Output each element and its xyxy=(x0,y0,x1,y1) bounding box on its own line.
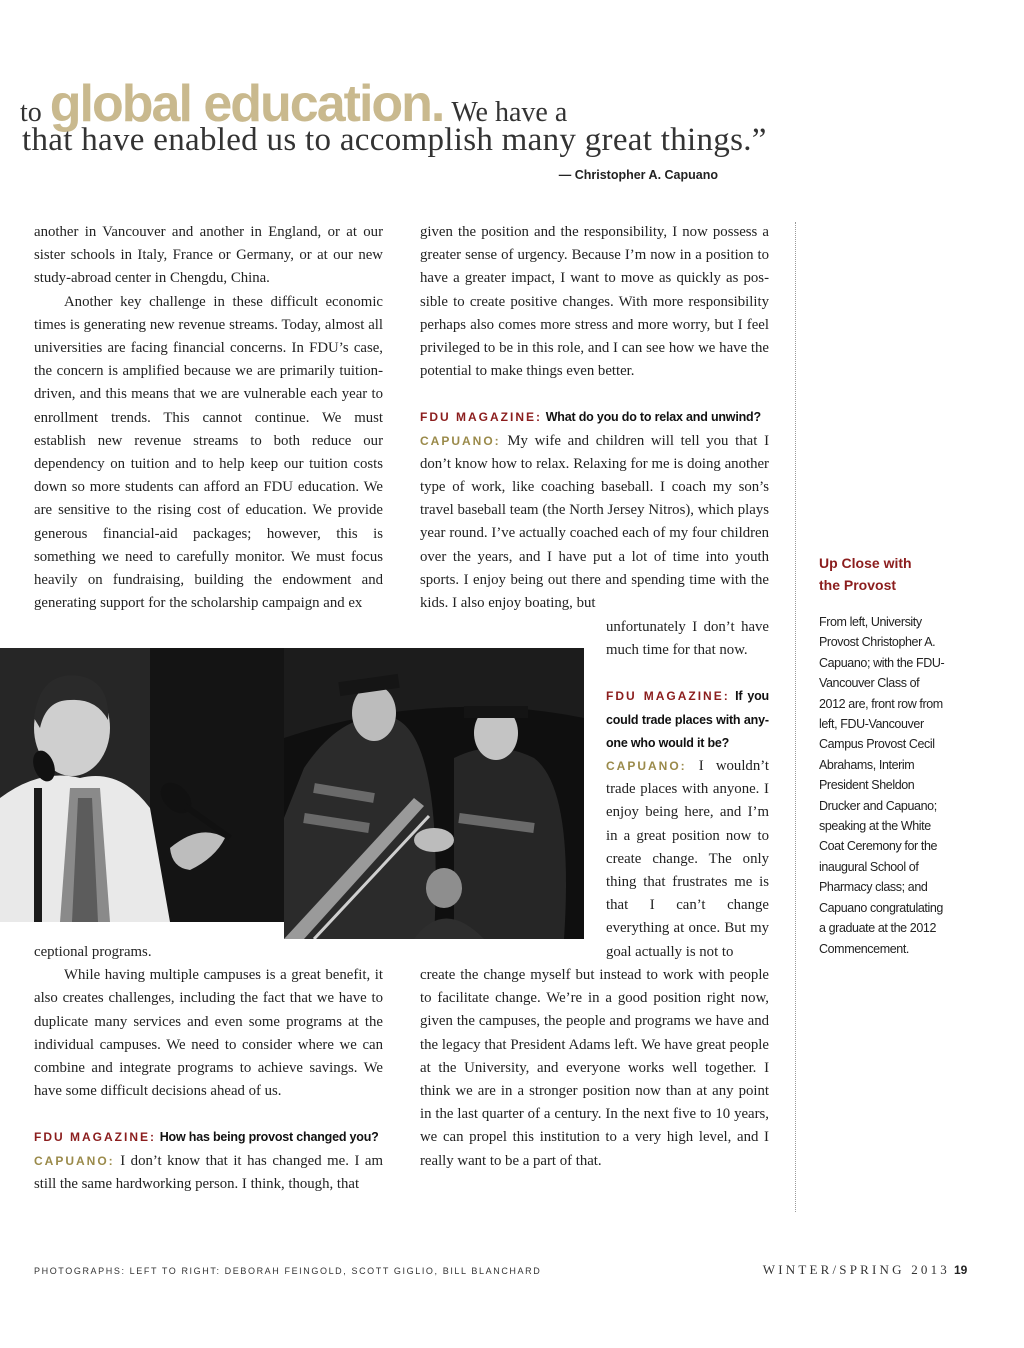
body-paragraph: another in Vancouver and another in England, or at our sister schools in Italy, France or Germany, or at our new study-abroad center in Chengdu, China. xyxy=(34,224,383,287)
answer-label: CAPUANO: xyxy=(34,1153,115,1168)
column-1-bottom xyxy=(34,941,383,1196)
body-paragraph: unfortunately I don’t have much time for that now. xyxy=(606,619,769,659)
interview-answer xyxy=(420,430,769,616)
photo-capuano-speaking xyxy=(0,648,284,922)
body-paragraph: given the position and the responsibility, I now possess a greater sense of urgency. Because I’m now in a position to have a greater impact, I want to move as quickly as possible to create positive changes. With more responsibility perhaps also comes more stress and more worry, but I feel privileged to be in this role, and I can see how we have the potential to make things even better. xyxy=(420,224,769,380)
question-text: How has being provost changed you? xyxy=(159,1130,379,1145)
answer-label: CAPUANO: xyxy=(606,759,687,774)
answer-text: My wife and children will tell you that I don’t know how to relax. Relaxing for me is doing another type of work, like coaching baseball. I coach my son’s travel baseball team (the North Jersey Nitros), which plays year round. I’ve actually coached each of my four children over the years, and I have put a lot of time into youth sports. I enjoy being out there and spending time with the kids. I also enjoy boating, but xyxy=(420,432,769,612)
column-1-top xyxy=(34,221,383,615)
answer-text: I don’t know that it has changed me. I am still the same hardworking person. I think, though, that xyxy=(34,1152,384,1192)
page-number: 19 xyxy=(954,1263,968,1277)
sidebar-title-line: the Provost xyxy=(819,577,897,593)
body-paragraph: Another key challenge in these difficult economic times is generating new revenue streams. Today, almost all universities are facing financial concerns. In FDU’s case, the concern is amplified because we are primarily tuition-driven, and this means that we are vulnerable each year to enrollment trends. This cannot continue. We must establish new revenue streams to both reduce our dependency on tuition and to help keep our tuition costs down so more students can afford an FDU education. We are sensitive to the rising cost of education. We provide generous financial-aid packages; however, this is something we need to carefully monitor. We must focus heavily on fundraising, building the endowment and generating support for the scholarship campaign and ex xyxy=(34,293,383,612)
body-paragraph: create the change myself but instead to work with people to facilitate change. We’re in a good position right now, given the campuses, the people and programs we have and the legacy that President Adams left. We have great people at the University, and everyone works well together. I think we are in a stronger position now than at any point in the last quarter of a century. In the next five to 10 years, we can propel this institution to a very high level, and I really want to be a part of that. xyxy=(420,967,769,1169)
pull-quote-attribution: — Christopher A. Capuano xyxy=(558,168,718,182)
issue-label: WINTER/SPRING 2013 xyxy=(762,1262,950,1277)
photo-credits: PHOTOGRAPHS: LEFT TO RIGHT: DEBORAH FEINGOLD, SCOTT GIGLIO, BILL BLANCHARD xyxy=(34,1266,542,1276)
question-label: FDU MAGAZINE: xyxy=(606,689,730,704)
sidebar-divider xyxy=(795,222,796,1212)
question-label: FDU MAGAZINE: xyxy=(34,1130,156,1145)
photo-capuano-speaking-illustration xyxy=(0,648,284,922)
column-2-bottom xyxy=(420,964,769,1173)
body-paragraph: ceptional programs. xyxy=(34,944,152,960)
question-text: If you could trade places with anyone who would it be? xyxy=(606,689,769,750)
question-label: FDU MAGAZINE: xyxy=(420,410,542,425)
body-paragraph: While having multiple campuses is a great benefit, it also creates challenges, including the fact that we have to duplicate many services and even some programs at the individual campuses. We need to consider where we can combine and integrate programs to achieve savings. We have some difficult decisions ahead of us. xyxy=(34,967,383,1100)
sidebar-title-line: Up Close with xyxy=(819,555,912,571)
pull-quote-line-2: that have enabled us to accomplish many great things.” xyxy=(22,122,767,158)
question-text: What do you do to relax and unwind? xyxy=(545,410,761,425)
sidebar-title xyxy=(819,552,979,596)
answer-label: CAPUANO: xyxy=(420,433,501,448)
interview-question xyxy=(420,406,769,429)
answer-text: I wouldn’t trade places with anyone. I enjoy being here, and I’m in a great position now to create change. The only thing that frustrates me is that I can’t change everything at once. But my goal actually is not to xyxy=(606,758,769,960)
column-2-top xyxy=(420,221,769,615)
photo-commencement-handshake xyxy=(284,648,584,939)
column-2-narrow xyxy=(606,616,769,964)
interview-answer xyxy=(34,1150,383,1196)
photo-commencement-handshake-illustration xyxy=(284,648,584,939)
photo-caption: From left, University Provost Christopher A. Capuano; with the FDU-Vancouver Class of 2012 are, front row from left, FDU-Vancouver Campus Provost Cecil Abrahams, Interim President Sheldon Drucker and Capuano; speaking at the White Coat Ceremony for the inaugural School of Pharmacy class; and Capuano congratulating a graduate at the 2012 Commencement. xyxy=(819,615,945,956)
pull-quote-suffix: We have a xyxy=(451,97,568,128)
pull-quote-prefix: to xyxy=(20,97,42,128)
interview-question xyxy=(606,685,769,755)
interview-question xyxy=(34,1126,383,1149)
interview-answer xyxy=(606,755,769,964)
pull-quote-highlight: global education. xyxy=(49,75,444,133)
